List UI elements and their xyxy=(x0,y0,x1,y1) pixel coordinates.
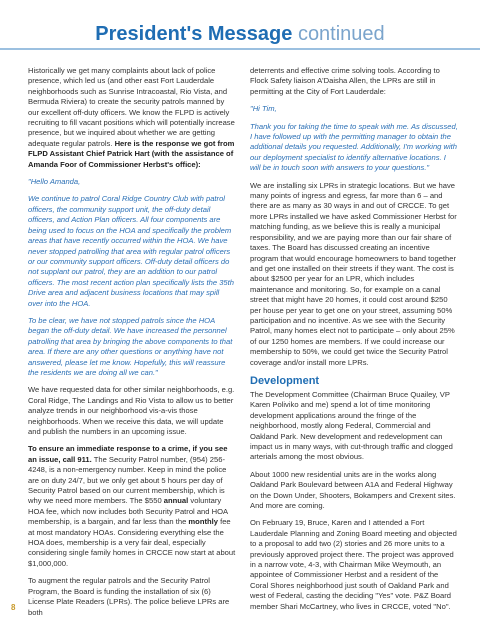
police-presence-text: Historically we get many complaints about lack of police presence, which led us (and other east Fort Lauderdale neighborhoods such as Sunrise Intracoastal, Rio Vista, and Bermuda Riviera) to create the security patrols manned by our excellent off-duty officers. We know the FLPD is actively recruiting to fill vacant positions which will potentially increase presence, but we inquired about whether we are getting adequate regular patrols. xyxy=(28,66,235,148)
left-paragraph-3 xyxy=(28,444,236,569)
title-continued: continued xyxy=(297,23,385,45)
right-column xyxy=(250,66,458,619)
right-paragraph-5: On February 19, Bruce, Karen and I attended a Fort Lauderdale Planning and Zoning Board meeting and objected to a proposal to add two (2) stories and 26 more units to a previously approved project there. The project was approved in a narrow vote, 4-3, with Chairman Mike Weymouth, an appointee of Commissioner Herbst and a resident of the Coral Shores neighborhood just south of Oakland Park and west of Federal, casting the deciding "Yes" vote. P&Z Board member Shari McCartney, who lives in CRCCE, voted "No". xyxy=(250,518,457,611)
annual-emphasis: annual xyxy=(163,496,189,506)
left-paragraph-1 xyxy=(28,66,236,170)
page-title xyxy=(0,22,480,46)
patrol-text-b: voluntary HOA fee, which now includes both Security Patrol and HOA membership, is a bargain, and far less than the xyxy=(28,496,228,527)
right-paragraph-4: About 1000 new residential units are in the works along Oakland Park Boulevard between A1A and Federal Highway on the Down Under, Shooters, Bokampers and Crexent sites. And more are coming. xyxy=(250,469,456,511)
title-divider xyxy=(0,48,480,50)
emergency-callout: To ensure an immediate response to a crime, if you see an issue, call 911. xyxy=(28,444,228,464)
quote-paragraph-3: Thank you for taking the time to speak with me. As discussed, I have followed up with the permitting manager to obtain the additional details you requested. Additionally, I'm working with our deployment specialist to identify alternative locations. I will be in touch soon with answers to your questions." xyxy=(250,121,458,173)
right-paragraph-1: deterrents and effective crime solving tools. According to Flock Safety liaison A'Daisha Allen, the LPRs are still in permitting at the City of Fort Lauderdale: xyxy=(250,66,440,96)
monthly-emphasis: monthly xyxy=(188,517,218,527)
patrol-text-a: The Security Patrol number, (954) 256-4248, is a non-emergency number. Keep in mind the police are on duty 24/7, but we only get about 5 hours per day of Security Patrol based on our current membership, which is why we need more members. The $550 xyxy=(28,454,227,506)
patrol-text-c: fee at most mandatory HOAs. Considering everything else the HOA does, membership is a very fair deal, especially considering single family homes in CRCCE now start at about $1,000,000. xyxy=(28,517,236,568)
left-column xyxy=(28,66,236,625)
left-paragraph-2: We have requested data for other similar neighborhoods, e.g. Coral Ridge, The Landings and Rio Vista to allow us to better analyze trends in our neighborhood vis-a-vis those neighborhoods. When we receive this data, we will update and publish the numbers in an upcoming issue. xyxy=(28,385,235,436)
quote-greeting-2: "Hi Tim, xyxy=(250,104,277,114)
title-main: President's Message xyxy=(95,23,293,45)
right-paragraph-3: The Development Committee (Chairman Bruce Quailey, VP Karen Poliviko and me) spend a lot of time monitoring development applications around the fringe of the neighborhood, mostly along Federal, Commercial and Oakland Park. New development and redevelopment can impact us in many ways, with cut-through traffic and clogged arterials among the most obvious. xyxy=(250,389,453,462)
fpld-response-intro: Here is the response we got from FLPD Assistant Chief Patrick Hart (with the assistance of Amanda Foor of Commissioner Herbst's office): xyxy=(28,138,235,169)
quote-paragraph-1: We continue to patrol Coral Ridge Country Club with patrol officers, the community support unit, the off-duty detail officers, and Action Plan officers. All four components are being used to focus on the HOA and specifically the problem areas that have recently occurred within the HOA. We have never stopped patrolling that area with regular patrol officers or our community support officers. Off-duty detail officers do not supplant our patrol, they are an addition to our patrol officers. The most recent action plan specifically lists the 35th Drive area and adjacent business locations that may spill over into the HOA. xyxy=(28,194,234,308)
development-heading: Development xyxy=(250,374,320,387)
page-number: 8 xyxy=(11,603,16,612)
quote-paragraph-2: To be clear, we have not stopped patrols since the HOA began the off-duty detail. We have increased the personnel patrolling that area by bringing the above components to that area. If there are any other questions or anything have not answered, please let me know. Hopefully, this will reassure the residents we are doing all we can." xyxy=(28,315,233,377)
left-paragraph-4: To augment the regular patrols and the Security Patrol Program, the Board is funding the installation of six (6) License Plate Readers (LPRs). The police believe LPRs are both xyxy=(28,576,230,617)
right-paragraph-2: We are installing six LPRs in strategic locations. But we have many points of ingress and egress, far more than 6 – and there are as many as 30 ways in and out of CRCCE. To get more LPRs installed we have asked Commissioner Herbst for matching funding, as we believe this is really a municipal responsibility, and we are paying more than our fair share of taxes. The Board has discussed creating an incentive program that would encourage homeowners to band together and get one installed on their streets if they want. The cost is about $2500 per year for an LPR, which includes maintenance and monitoring. So, for example on a canal street that might have 20 homes, it could cost around $250 per house per year to get one on your street, assuming 50% participation and no incentive. As we see with the Security Patrol, many homes elect not to participate – only about 25% of our 1250 homes are members. If we could increase our membership to 50%, we could get twice the Security Patrol coverage and/or install more LPRs. xyxy=(250,180,457,367)
quote-greeting: "Hello Amanda, xyxy=(28,177,81,187)
